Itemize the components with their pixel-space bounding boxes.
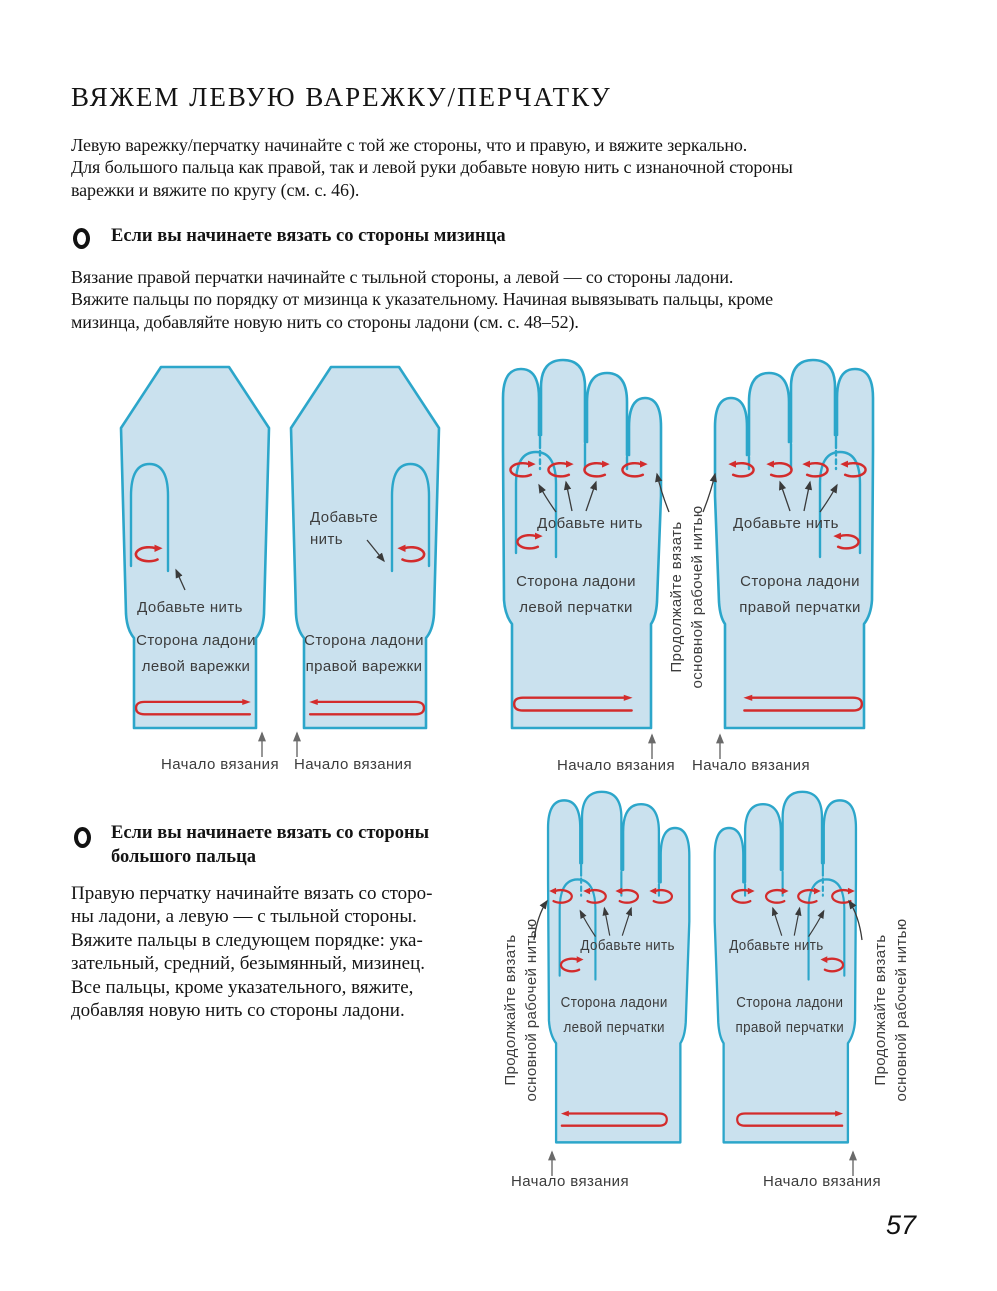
curved-pointer-arrow — [844, 896, 868, 944]
text-line: добавляя новую нить со стороны ладони. — [71, 1000, 405, 1022]
page-number: 57 — [886, 1210, 917, 1240]
add-thread-label: Добавьте нить — [733, 515, 839, 532]
text-line: Если вы начинаете вязать со стороны — [111, 823, 430, 843]
continue-knitting-label — [870, 900, 912, 1120]
add-thread-label: Добавьте нить — [137, 599, 243, 616]
palm-side-label: правой варежки — [305, 658, 423, 675]
right-glove-bottom-diagram — [712, 788, 864, 1150]
text-line: мизинца, добавляйте новую нить со стороны ладони (см. с. 48–52). — [71, 311, 579, 332]
curved-pointer-arrow — [528, 896, 552, 944]
text-line: Для большого пальца как правой, так и левой руки добавьте новую нить с изнаночной стороны — [71, 157, 793, 178]
text-line: Продолжайте вязать — [668, 521, 685, 673]
add-thread-label: Добавьте нить — [580, 936, 675, 954]
palm-side-label: Сторона ладони — [304, 632, 424, 649]
start-knitting-label: Начало вязания — [557, 757, 675, 774]
palm-side-label: Сторона ладони — [136, 632, 256, 649]
palm-side-label: Сторона ладони — [560, 993, 668, 1011]
text-line: Все пальцы, кроме указательного, вяжите, — [71, 976, 414, 998]
palm-side-label: Сторона ладони — [516, 573, 636, 590]
text-line: зательный, средний, безымянный, мизинец. — [71, 953, 425, 975]
start-knitting-label: Начало вязания — [763, 1173, 881, 1190]
palm-side-label: Сторона ладони — [736, 993, 844, 1011]
text-line: Правую перчатку начинайте вязать со сторо- — [71, 883, 433, 904]
text-line: Левую варежку/перчатку начинайте с той же стороны, что и правую, и вяжите зеркально. — [71, 135, 748, 155]
left-glove-bottom-diagram — [540, 788, 692, 1150]
palm-side-label: правой перчатки — [735, 1018, 845, 1035]
start-knitting-label: Начало вязания — [511, 1173, 629, 1190]
text-line: Продолжайте вязать — [502, 934, 519, 1086]
add-thread-label: Добавьте — [310, 509, 379, 526]
text-line: основной рабочей нитью — [893, 918, 910, 1102]
curved-pointer-arrow — [652, 468, 674, 516]
add-thread-label: Добавьте нить — [729, 936, 824, 954]
add-thread-label: Добавьте нить — [537, 515, 643, 532]
thumb-paragraph — [71, 882, 433, 1022]
text-line: варежки и вяжите по кругу (см. с. 46). — [71, 179, 360, 200]
text-line: Вязание правой перчатки начинайте с тыльной стороны, а левой — со стороны ладони. — [71, 267, 734, 287]
pinky-paragraph — [71, 266, 773, 333]
curved-pointer-arrow — [698, 468, 720, 516]
palm-side-label: левой перчатки — [563, 1018, 665, 1035]
section-heading-pinky: Если вы начинаете вязать со стороны мизинца — [111, 226, 506, 246]
section-bullet-icon — [74, 827, 91, 848]
start-knitting-label: Начало вязания — [692, 757, 810, 774]
right-mitten-diagram — [288, 360, 442, 734]
start-pointer-arrow — [290, 727, 304, 759]
text-line: ны ладони, а левую — с тыльной стороны. — [71, 906, 417, 928]
section-heading-thumb — [111, 821, 429, 869]
page-title: ВЯЖЕМ ЛЕВУЮ ВАРЕЖКУ/ПЕРЧАТКУ — [71, 82, 612, 112]
palm-side-label: Сторона ладони — [740, 573, 860, 590]
start-pointer-arrow — [255, 727, 269, 759]
text-line: Продолжайте вязать — [872, 934, 889, 1086]
left-glove-top-diagram — [494, 356, 664, 736]
intro-paragraph — [71, 134, 793, 201]
start-knitting-label: Начало вязания — [161, 756, 279, 773]
palm-side-label: левой варежки — [141, 658, 251, 675]
text-line: основной рабочей нитью — [523, 918, 540, 1102]
text-line: основной рабочей нитью — [689, 505, 706, 689]
right-glove-top-diagram — [712, 356, 882, 736]
palm-side-label: левой перчатки — [519, 599, 633, 616]
left-mitten-diagram — [118, 360, 272, 734]
palm-side-label: правой перчатки — [739, 599, 861, 616]
add-thread-label: нить — [310, 531, 343, 548]
text-line: Вяжите пальцы по порядку от мизинца к указательному. Начиная вывязывать пальцы, кроме — [71, 289, 774, 310]
start-knitting-label: Начало вязания — [294, 756, 412, 773]
section-bullet-icon — [73, 228, 90, 249]
text-line: Вяжите пальцы в следующем порядке: ука- — [71, 929, 423, 951]
text-line: большого пальца — [111, 847, 257, 867]
